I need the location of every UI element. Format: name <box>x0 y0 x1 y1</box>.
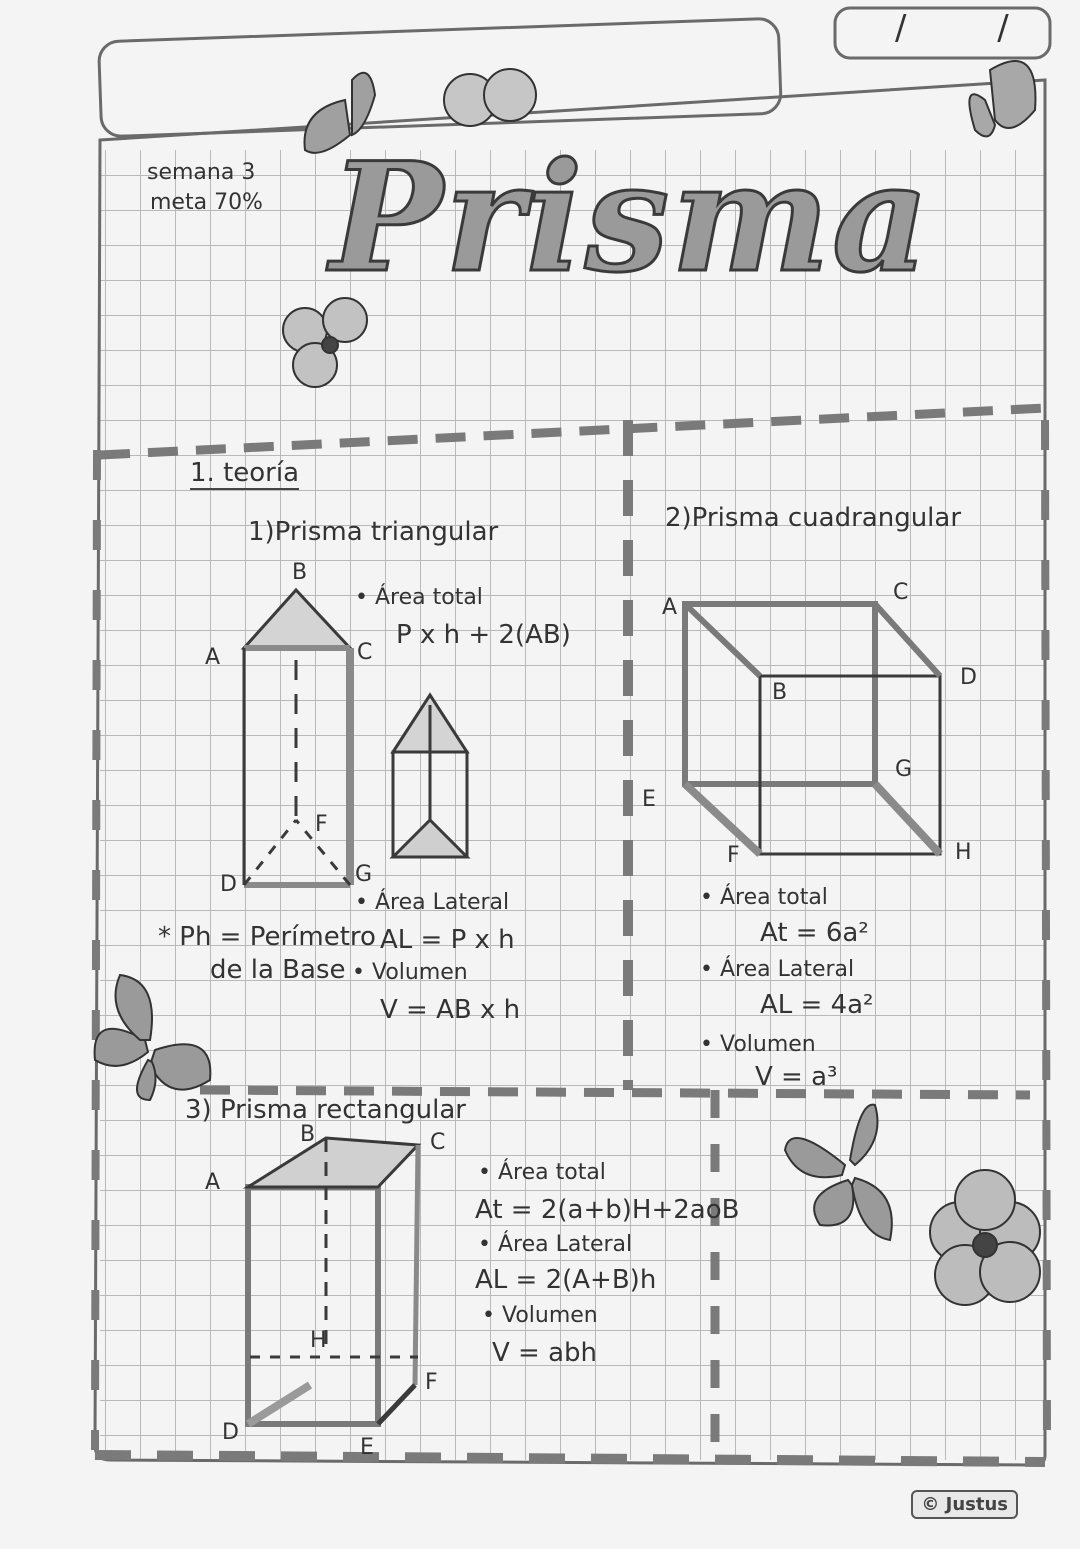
rectangular-area-lateral-label: • Área Lateral <box>478 1232 633 1257</box>
vertex-label: A <box>662 595 678 620</box>
cuadrangular-area-lateral-formula: AL = 4a² <box>760 990 874 1020</box>
vertex-label: D <box>222 1420 239 1445</box>
vertex-label: B <box>772 680 788 705</box>
flower-icon <box>444 69 536 126</box>
date-slashes: / / <box>895 8 1049 48</box>
rectangular-heading: 3) Prisma rectangular <box>185 1095 466 1125</box>
triangular-area-total-formula: P x h + 2(AB) <box>396 620 571 650</box>
vertex-label: D <box>220 872 237 897</box>
triangular-area-lateral-formula: AL = P x h <box>380 925 515 955</box>
goal-label: meta 70% <box>150 190 263 215</box>
cuadrangular-volume-label: • Volumen <box>700 1032 816 1057</box>
cuadrangular-area-total-label: • Área total <box>700 885 828 910</box>
perimeter-note-line2: de la Base <box>210 955 346 985</box>
vertex-label: C <box>430 1130 446 1155</box>
vertex-label: B <box>300 1122 316 1147</box>
cuadrangular-area-total-formula: At = 6a² <box>760 918 869 948</box>
rectangular-area-lateral-formula: AL = 2(A+B)h <box>475 1265 657 1295</box>
cuadrangular-area-lateral-label: • Área Lateral <box>700 957 855 982</box>
triangular-heading: 1)Prisma triangular <box>248 517 499 547</box>
cuadrangular-volume-formula: V = a³ <box>755 1062 838 1092</box>
rectangular-volume-formula: V = abh <box>492 1338 598 1368</box>
vertex-label: H <box>310 1328 327 1353</box>
vertex-label: G <box>355 862 373 887</box>
triangular-volume-formula: V = AB x h <box>380 995 521 1025</box>
rectangular-volume-label: • Volumen <box>482 1303 598 1328</box>
vertex-label: C <box>893 580 909 605</box>
vertex-label: E <box>642 787 656 812</box>
vertex-label: A <box>205 645 221 670</box>
vertex-label: F <box>315 812 328 837</box>
vertex-label: E <box>360 1435 374 1460</box>
vertex-label: F <box>425 1370 438 1395</box>
week-label: semana 3 <box>147 160 256 185</box>
vertex-label: D <box>960 665 977 690</box>
triangular-volume-label: • Volumen <box>352 960 468 985</box>
vertex-label: B <box>292 560 308 585</box>
cuadrangular-heading: 2)Prisma cuadrangular <box>665 503 962 533</box>
triangular-area-lateral-label: • Área Lateral <box>355 890 510 915</box>
vertex-label: F <box>727 843 740 868</box>
vertex-label: C <box>357 640 373 665</box>
triangular-area-total-label: • Área total <box>355 585 483 610</box>
theory-section-label: 1. teoría <box>190 458 300 488</box>
page-title: Prisma <box>330 130 932 306</box>
brand-logo: © Justus <box>911 1490 1018 1519</box>
perimeter-note-line1: * Ph = Perímetro <box>158 922 376 952</box>
vertex-label: A <box>205 1170 221 1195</box>
rectangular-area-total-label: • Área total <box>478 1160 606 1185</box>
rectangular-area-total-formula: At = 2(a+b)H+2aoB <box>475 1195 740 1225</box>
vertex-label: G <box>895 757 913 782</box>
vertex-label: H <box>955 840 972 865</box>
butterfly-icon <box>969 61 1035 136</box>
